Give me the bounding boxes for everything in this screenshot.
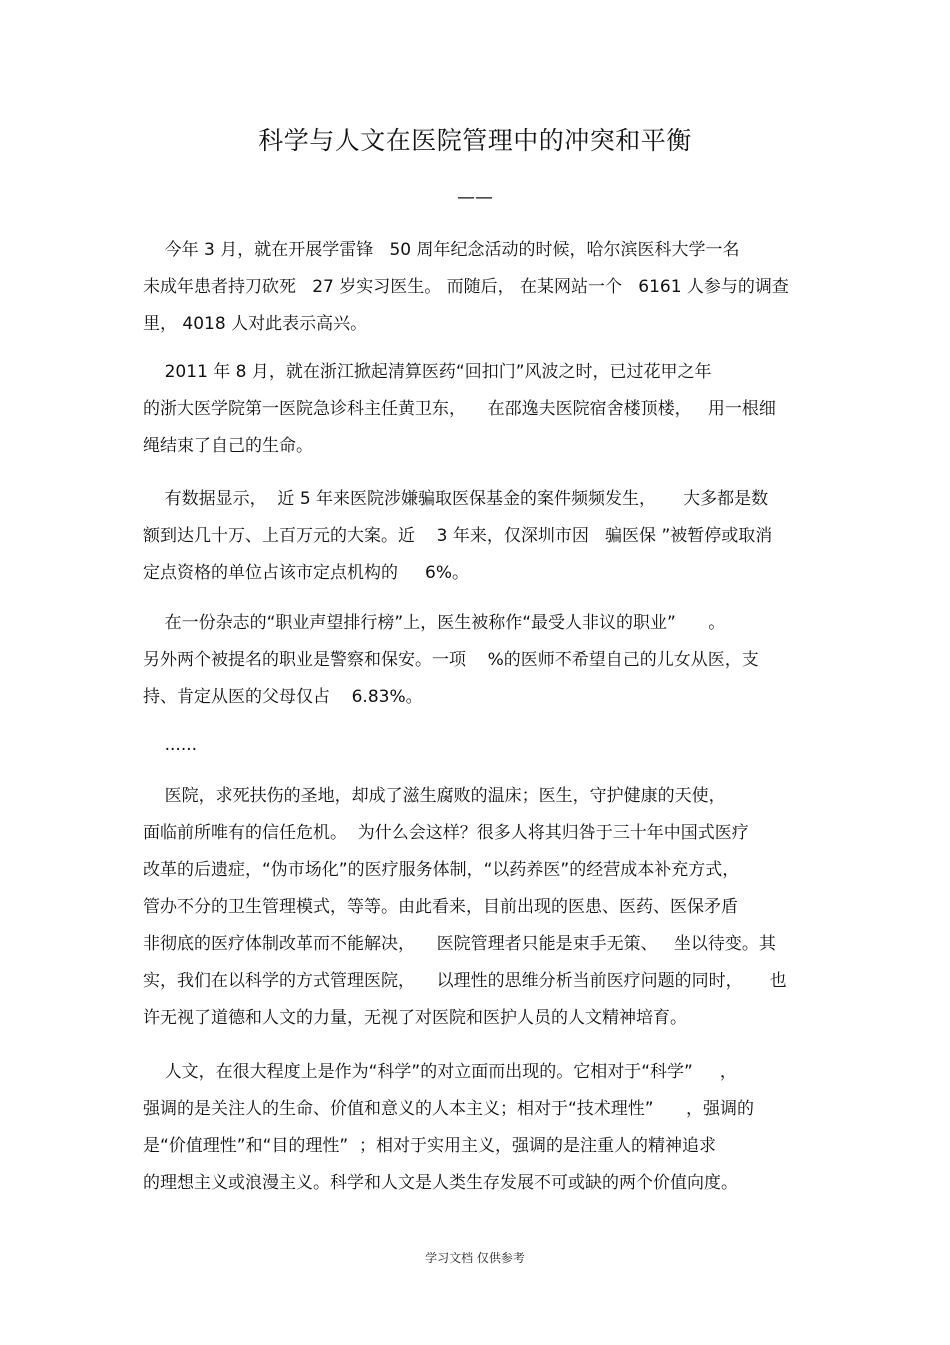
paragraph-1 xyxy=(143,232,823,343)
paragraph-4 xyxy=(143,605,823,716)
page-footer: 学习文档 仅供参考 xyxy=(425,1251,525,1265)
text-line: 有数据显示， 近 5 年来医院涉嫌骗取医保基金的案件频频发生， 大多都是数 xyxy=(143,489,769,509)
text-line: 的浙大医学院第一医院急诊科主任黄卫东， 在邵逸夫医院宿舍楼顶楼， 用一根细 xyxy=(143,399,776,419)
text-line: ...... xyxy=(143,735,198,755)
text-line: 面临前所唯有的信任危机。 为什么会这样？很多人将其归咎于三十年中国式医疗 xyxy=(143,823,749,843)
text-line: 未成年患者持刀砍死 27 岁实习医生。 而随后， 在某网站一个 6161 人参与的调查 xyxy=(143,277,789,297)
text-line: 的理想主义或浪漫主义。科学和人文是人类生存发展不可或缺的两个价值向度。 xyxy=(143,1173,738,1193)
text-line: 实，我们在以科学的方式管理医院， 以理性的思维分析当前医疗问题的同时， 也 xyxy=(143,971,787,991)
text-line: 额到达几十万、上百万元的大案。近 3 年来，仅深圳市因 骗医保 ”被暂停或取消 xyxy=(143,526,773,546)
paragraph-3 xyxy=(143,481,823,592)
text-line: 定点资格的单位占该市定点机构的 6%。 xyxy=(143,563,469,583)
text-line: 是“价值理性”和“目的理性” ；相对于实用主义，强调的是注重人的精神追求 xyxy=(143,1136,717,1156)
text-line: 非彻底的医疗体制改革而不能解决， 医院管理者只能是束手无策、 坐以待变。其 xyxy=(143,934,776,954)
paragraph-5 xyxy=(143,778,823,1037)
text-line: 在一份杂志的“职业声望排行榜”上，医生被称作“最受人非议的职业” 。 xyxy=(143,613,726,633)
title-dash: —— xyxy=(457,187,493,208)
paragraph-6 xyxy=(143,1054,823,1202)
text-line: 人文，在很大程度上是作为“科学”的对立面而出现的。它相对于“科学” ， xyxy=(143,1062,737,1082)
text-line: 改革的后遗症，“伪市场化”的医疗服务体制，“以药养医”的经营成本补充方式， xyxy=(143,860,740,880)
text-line: 2011 年 8 月，就在浙江掀起清算医药“回扣门”风波之时，已过花甲之年 xyxy=(143,362,712,382)
text-line: 另外两个被提名的职业是警察和保安。一项 %的医师不希望自己的儿女从医，支 xyxy=(143,650,759,670)
text-line: 今年 3 月，就在开展学雷锋 50 周年纪念活动的时候，哈尔滨医科大学一名 xyxy=(143,240,740,260)
text-line: 强调的是关注人的生命、价值和意义的人本主义；相对于“技术理性” ，强调的 xyxy=(143,1099,755,1119)
text-line: 绳结束了自己的生命。 xyxy=(143,436,313,456)
text-line: 医院，求死扶伤的圣地，却成了滋生腐败的温床；医生，守护健康的天使， xyxy=(143,786,726,806)
text-line: 许无视了道德和人文的力量，无视了对医院和医护人员的人文精神培育。 xyxy=(143,1008,687,1028)
document-title: 科学与人文在医院管理中的冲突和平衡 xyxy=(258,126,692,155)
text-line: 持、肯定从医的父母仅占 6.83%。 xyxy=(143,687,423,707)
paragraph-2 xyxy=(143,354,823,465)
text-line: 管办不分的卫生管理模式，等等。由此看来，目前出现的医患、医药、医保矛盾 xyxy=(143,897,738,917)
paragraph-ellipsis xyxy=(143,727,823,764)
text-line: 里， 4018 人对此表示高兴。 xyxy=(143,314,368,334)
